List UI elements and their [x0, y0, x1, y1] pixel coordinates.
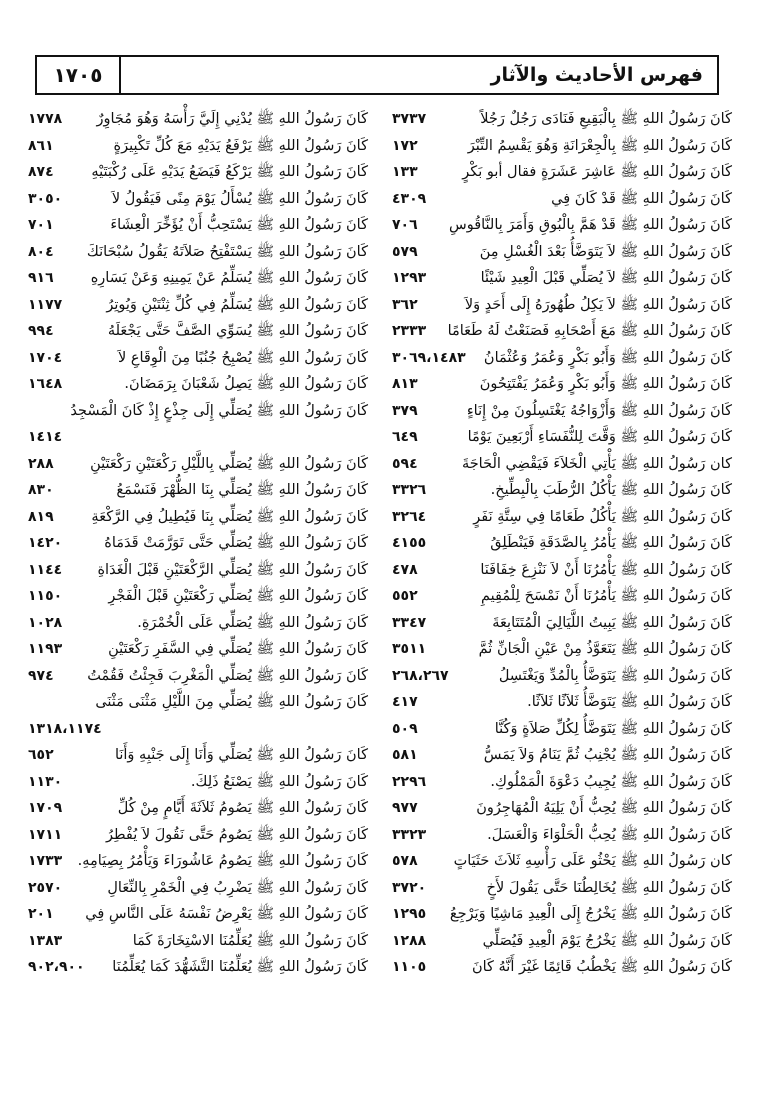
page-number: ١٧٠٥: [37, 57, 121, 93]
index-entry: [392, 716, 732, 743]
entry-text: كَانَ رَسُولُ اللهِ ﷺ يَسْتَحِبُّ أَنْ يُؤَخِّرَ الْعِشَاءَ: [110, 217, 368, 233]
entry-text: كَانَ رَسُولُ اللهِ ﷺ وَقَّتَ لِلنُّفَسَاءِ أَرْبَعِينَ يَوْمًا: [467, 429, 732, 445]
entry-reference-number: ٧٠٦: [392, 217, 418, 233]
entry-text: كَانَ رَسُولُ اللهِ ﷺ يُصَلِّي إِلَى جِذْعٍ إِذْ كَانَ الْمَسْجِدُ: [70, 402, 368, 419]
entry-reference-number: ٢٢٩٦: [392, 773, 427, 790]
index-entry: [28, 822, 368, 849]
index-entry: [392, 742, 732, 769]
index-entry: [392, 610, 732, 637]
index-entry: [28, 504, 368, 531]
entry-reference-number: ٥٨١: [392, 747, 418, 763]
entry-reference-number: ٥٠٩: [392, 720, 418, 737]
index-entry: [28, 371, 368, 398]
entry-text: كَانَ رَسُولُ اللهِ ﷺ يَخْطُبُ قَائِمًا غَيْرَ أَنَّهُ كَانَ: [471, 959, 732, 975]
entry-reference-number: ٨١٩: [28, 508, 54, 525]
index-entry: [392, 371, 732, 398]
index-entry: [392, 318, 732, 345]
page-title: فهرس الأحاديث والآثار: [490, 64, 703, 86]
index-entry: [28, 769, 368, 796]
entry-text: كَانَ رَسُولُ اللهِ ﷺ وَأَبُو بَكْرٍ وَعُمَرُ يَفْتَتِحُونَ: [479, 376, 732, 392]
entry-reference-number: ٣٣٢٦: [392, 482, 427, 498]
index-entry: [392, 186, 732, 213]
entry-text: كَانَ رَسُولُ اللهِ ﷺ يَأْكُلُ طَعَامًا فِي سِتَّةِ نَفَرٍ: [473, 508, 732, 525]
entry-text: كَانَ رَسُولُ اللهِ ﷺ يُصَلِّي عَلَى الْخُمْرَةِ.: [137, 614, 368, 631]
index-entry: [392, 477, 732, 504]
entry-reference-number: ٢٠١: [28, 906, 54, 922]
entry-reference-number: ٥٥٢: [392, 588, 418, 604]
index-entry: [28, 265, 368, 292]
entry-reference-number: ٢٥٧٠: [28, 879, 63, 896]
entry-text: كَانَ رَسُولُ اللهِ ﷺ يُصَلِّي الْمَغْرِبَ فَجِئْتُ فَقُمْتُ: [87, 667, 368, 684]
index-entry: [392, 689, 732, 716]
entry-text: كَانَ رَسُولُ اللهِ ﷺ يُعَلِّمُنَا الاسْتِخَارَةَ كَمَا: [132, 932, 368, 949]
entry-reference-number: ١٣٨٣: [28, 932, 63, 949]
index-entry: [28, 742, 368, 769]
entry-text: كَانَ رَسُولُ اللهِ ﷺ يَصُومُ عَاشُورَاءَ وَيَأْمُرُ بِصِيَامِهِ.: [77, 853, 368, 869]
entry-reference-number: ٤٣٠٩: [392, 190, 427, 207]
entry-text: كَانَ رَسُولُ اللهِ ﷺ يُخَالِطُنَا حَتَّى يَقُولَ لأَخٍ: [486, 879, 732, 896]
entry-text: كَانَ رَسُولُ اللهِ ﷺ يَخْرُجُ يَوْمَ الْعِيدِ فَيُصَلِّي: [482, 932, 732, 949]
index-column-right: [392, 106, 732, 981]
entry-reference-number: ١٠٢٨: [28, 614, 63, 631]
index-entry: [392, 636, 732, 663]
entry-text: كَانَ رَسُولُ اللهِ ﷺ يَصْنَعُ ذَلِكَ.: [190, 773, 368, 790]
entry-text: كَانَ رَسُولُ اللهِ ﷺ يُصَلِّي رَكْعَتَيْنِ قَبْلَ الْفَجْرِ: [108, 588, 368, 604]
entry-text: كَانَ رَسُولُ اللهِ ﷺ يُجِيبُ دَعْوَةَ الْمَمْلُوكِ.: [490, 773, 732, 790]
index-entry: [28, 239, 368, 266]
entry-reference-number: ١٣١٨،١١٧٤: [28, 720, 102, 737]
entry-reference-number: ٥٧٩: [392, 243, 418, 260]
index-entry: [28, 610, 368, 637]
index-entry: [392, 159, 732, 186]
entry-text: كان رَسُولُ اللهِ ﷺ يَأْتِي الْخَلاَءَ فَيَقْضِي الْحَاجَةَ: [461, 455, 732, 472]
entry-reference-number: ٣٣٢٣: [392, 826, 427, 843]
entry-reference-number: ٣٣٤٧: [392, 614, 427, 631]
entry-reference-number: ٨١٣: [392, 376, 418, 392]
entry-reference-number: ٣٧٩: [392, 402, 418, 419]
entry-text: كَانَ رَسُولُ اللهِ ﷺ يُسَوِّي الصَّفَّ حَتَّى يَجْعَلَهُ: [107, 323, 368, 339]
entry-text: كَانَ رَسُولُ اللهِ ﷺ لاَ يَتَوَضَّأُ بَعْدَ الْغُسْلِ مِنَ: [479, 243, 732, 260]
index-entry: [392, 663, 732, 690]
entry-text: كَانَ رَسُولُ اللهِ ﷺ يَخْرُجُ إِلَى الْعِيدِ مَاشِيًا وَيَرْجِعُ: [449, 906, 732, 922]
index-entry: [28, 557, 368, 584]
entry-reference-number: ١١٥٠: [28, 588, 63, 604]
entry-reference-number: ٥٧٨: [392, 853, 418, 869]
entry-text: كَانَ رَسُولُ اللهِ ﷺ يَعْرِضُ نَفْسَهُ عَلَى النَّاسِ فِي: [85, 906, 368, 922]
entry-reference-number: ٣٠٦٩،١٤٨٣: [392, 349, 466, 366]
entry-reference-number: ٨٦١: [28, 137, 54, 154]
index-entry: [28, 318, 368, 345]
entry-text: كَانَ رَسُولُ اللهِ ﷺ يَأْمُرُ بِالصَّدَقَةِ فَيَنْطَلِقُ: [490, 535, 732, 551]
entry-reference-number: ٨٣٠: [28, 482, 54, 498]
index-entry: [28, 292, 368, 319]
entry-reference-number: ٩٧٤: [28, 667, 54, 684]
entry-reference-number: ٥٩٤: [392, 455, 418, 472]
entry-reference-number: ١٧٣٣: [28, 853, 63, 869]
entry-reference-number: ٣٥١١: [392, 641, 427, 657]
entry-text: كَانَ رَسُولُ اللهِ ﷺ يَبِيتُ اللَّيَالِيَ الْمُتَتَابِعَةَ: [492, 614, 732, 631]
entry-reference-number: ٤٧٨: [392, 561, 418, 578]
index-entry: [392, 769, 732, 796]
entry-reference-number: ٢٨٨: [28, 455, 54, 472]
entry-reference-number: ٤١٧: [392, 694, 418, 710]
entry-text: كَانَ رَسُولُ اللهِ ﷺ يُحِبُّ أَنْ يَلِيَهُ الْمُهَاجِرُونَ: [476, 800, 732, 816]
entry-text: كَانَ رَسُولُ اللهِ ﷺ لاَ يَكِلُ طُهُورَهُ إِلَى أَحَدٍ وَلاَ: [464, 296, 732, 313]
index-entry: [28, 345, 368, 372]
entry-reference-number: ١٢٩٣: [392, 270, 427, 286]
index-entry: [392, 424, 732, 451]
index-entry: [392, 106, 732, 133]
index-entry: [392, 875, 732, 902]
entry-reference-number: ٧٠١: [28, 217, 54, 233]
entry-text: كَانَ رَسُولُ اللهِ ﷺ عَاشِرَ عَشَرَةٍ فقال أبو بَكْرٍ: [462, 164, 732, 180]
entry-text: كَانَ رَسُولُ اللهِ ﷺ يُحِبُّ الْحَلْوَاءَ وَالْعَسَلَ.: [487, 826, 732, 843]
entry-reference-number: ٨٧٤: [28, 164, 54, 180]
index-entry: [28, 398, 368, 425]
entry-text: كَانَ رَسُولُ اللهِ ﷺ يَصُومُ حَتَّى نَقُولَ لاَ يُفْطِرُ: [106, 826, 368, 843]
index-entry: [28, 159, 368, 186]
entry-text: كَانَ رَسُولُ اللهِ ﷺ يُصَلِّي حَتَّى تَوَرَّمَتْ قَدَمَاهُ: [104, 535, 368, 551]
entry-text: كَانَ رَسُولُ اللهِ ﷺ يَصِلُ شَعْبَانَ بِرَمَضَانَ.: [124, 376, 368, 392]
entry-text: كَانَ رَسُولُ اللهِ ﷺ يَأْكُلُ الرُّطَبَ بِالْبِطِّيخِ.: [490, 482, 732, 498]
entry-text: كَانَ رَسُولُ اللهِ ﷺ يُصَلِّي وَأَنَا إِلَى جَنْبِهِ وَأَنَا: [114, 747, 368, 763]
entry-reference-number: ٩١٦: [28, 270, 54, 286]
index-entry: [28, 133, 368, 160]
index-entry: [392, 901, 732, 928]
entry-text: كَانَ رَسُولُ اللهِ ﷺ مَعَ أَصْحَابِهِ فَصَنَعْتُ لَهُ طَعَامًا: [447, 323, 732, 339]
entry-text: كَانَ رَسُولُ اللهِ ﷺ يَرْفَعُ يَدَيْهِ مَعَ كُلِّ تَكْبِيرَةٍ: [113, 137, 368, 154]
entry-text: كَانَ رَسُولُ اللهِ ﷺ بِالْبَقِيعِ فَنَادَى رَجُلٌ رَجُلاً: [480, 111, 732, 127]
entry-text: كَانَ رَسُولُ اللهِ ﷺ يُصْبِحُ جُنُبًا مِنَ الْوِقَاعِ لاَ: [117, 349, 368, 366]
entry-text: كَانَ رَسُولُ اللهِ ﷺ يُصَلِّي فِي السَّفَرِ رَكْعَتَيْنِ: [108, 641, 368, 657]
entry-text: كَانَ رَسُولُ اللهِ ﷺ يُصَلِّي الرَّكْعَتَيْنِ قَبْلَ الْغَدَاةِ: [97, 561, 368, 578]
entry-reference-number: ٣٧٢٠: [392, 879, 427, 896]
entry-text: كَانَ رَسُولُ اللهِ ﷺ يُصَلِّي بِنَا الظُّهْرَ فَنَسْمَعُ: [116, 482, 368, 498]
index-entry: [28, 583, 368, 610]
index-entry: [392, 292, 732, 319]
index-entry: [392, 133, 732, 160]
entry-reference-number: ١٤١٤: [28, 429, 63, 445]
entry-text: كَانَ رَسُولُ اللهِ ﷺ يُصَلِّي بِاللَّيْلِ رَكْعَتَيْنِ رَكْعَتَيْنِ: [90, 455, 368, 472]
index-entry: [392, 557, 732, 584]
entry-text: كَانَ رَسُولُ اللهِ ﷺ يُسَلِّمُ عَنْ يَمِينِهِ وَعَنْ يَسَارِهِ: [90, 270, 368, 286]
index-entry: [392, 530, 732, 557]
entry-reference-number: ٢٦٨،٢٦٧: [392, 667, 449, 684]
entry-reference-number: ٨٠٤: [28, 243, 54, 260]
entry-reference-number: ٣٦٢: [392, 296, 418, 313]
entry-text: كَانَ رَسُولُ اللهِ ﷺ يُدْنِي إِلَيَّ رَأْسَهُ وَهُوَ مُجَاوِرٌ: [96, 111, 368, 127]
entry-text: كَانَ رَسُولُ اللهِ ﷺ قَدْ كَانَ فِي: [551, 190, 732, 207]
index-entry: [28, 928, 368, 955]
index-entry: [28, 424, 368, 451]
entry-text: كَانَ رَسُولُ اللهِ ﷺ يَضْرِبُ فِي الْخَمْرِ بِالنِّعَالِ: [107, 879, 368, 896]
index-entry: [392, 398, 732, 425]
entry-text: كَانَ رَسُولُ اللهِ ﷺ يَتَعَوَّذُ مِنْ عَيْنِ الْجَانِّ ثُمَّ: [478, 641, 732, 657]
entry-text: كَانَ رَسُولُ اللهِ ﷺ يُصَلِّي بِنَا فَيُطِيلُ فِي الرَّكْعَةِ: [91, 508, 368, 525]
index-entry: [392, 583, 732, 610]
entry-text: كَانَ رَسُولُ اللهِ ﷺ يُجْنِبُ ثُمَّ يَنَامُ وَلاَ يَمَسُّ: [483, 747, 732, 763]
index-entry: [28, 875, 368, 902]
entry-reference-number: ١٣٣: [392, 164, 418, 180]
entry-text: كَانَ رَسُولُ اللهِ ﷺ يُسْأَلُ يَوْمَ مِنًى فَيَقُولُ لاَ: [111, 190, 368, 207]
index-entry: [392, 848, 732, 875]
entry-reference-number: ٢٣٣٣: [392, 323, 427, 339]
entry-text: كَانَ رَسُولُ اللهِ ﷺ يُصَلِّي مِنَ اللَّيْلِ مَثْنَى مَثْنَى: [95, 694, 368, 710]
entry-text: كَانَ رَسُولُ اللهِ ﷺ لاَ يُصَلِّي قَبْلَ الْعِيدِ شَيْئًا: [480, 270, 732, 286]
entry-reference-number: ١١٧٧: [28, 296, 63, 313]
index-entry: [28, 212, 368, 239]
entry-reference-number: ١١٣٠: [28, 773, 63, 790]
entry-reference-number: ١٦٤٨: [28, 376, 63, 392]
entry-text: كَانَ رَسُولُ اللهِ ﷺ يَأْمُرُنَا أَنْ نَمْسَحَ لِلْمُقِيمِ: [481, 588, 732, 604]
index-entry: [28, 954, 368, 981]
entry-reference-number: ١٧٧٨: [28, 111, 63, 127]
entry-text: كان رَسُولُ اللهِ ﷺ يَحْثُو عَلَى رَأْسِهِ ثَلاَثَ حَثَيَاتٍ: [453, 853, 732, 869]
page-header: [35, 55, 719, 95]
index-entry: [392, 239, 732, 266]
entry-text: كَانَ رَسُولُ اللهِ ﷺ يَتَوَضَّأُ لِكُلِّ صَلاَةٍ وَكُنَّا: [494, 720, 732, 737]
entry-text: كَانَ رَسُولُ اللهِ ﷺ يَأْمُرُنَا أَنْ لاَ نَنْزِعَ خِفَافَنَا: [480, 561, 732, 578]
entry-reference-number: ٩٠٢،٩٠٠: [28, 959, 85, 975]
entry-reference-number: ١٧٠٤: [28, 349, 63, 366]
entry-reference-number: ١٧٠٩: [28, 800, 63, 816]
entry-text: كَانَ رَسُولُ اللهِ ﷺ يُعَلِّمُنَا التَّشَهُّدَ كَمَا يُعَلِّمُنَا: [112, 959, 368, 975]
entry-reference-number: ١٤٢٠: [28, 535, 63, 551]
index-entry: [28, 848, 368, 875]
index-entry: [28, 901, 368, 928]
entry-reference-number: ١٢٨٨: [392, 932, 427, 949]
index-entry: [28, 636, 368, 663]
entry-reference-number: ٩٩٤: [28, 323, 54, 339]
entry-reference-number: ٦٤٩: [392, 429, 418, 445]
entry-reference-number: ١٧٢: [392, 137, 418, 154]
entry-reference-number: ١١٩٣: [28, 641, 63, 657]
entry-reference-number: ٣٢٦٤: [392, 508, 427, 525]
index-entry: [392, 954, 732, 981]
entry-text: كَانَ رَسُولُ اللهِ ﷺ يَتَوَضَّأُ بِالْمُدِّ وَيَغْتَسِلُ: [498, 667, 732, 684]
index-entry: [28, 186, 368, 213]
entry-text: كَانَ رَسُولُ اللهِ ﷺ يَتَوَضَّأُ ثَلاَثًا ثَلاَثًا.: [527, 694, 732, 710]
entry-text: كَانَ رَسُولُ اللهِ ﷺ بِالْجِعْرَانَةِ وَهُوَ يَقْسِمُ التِّبْرَ: [467, 137, 732, 154]
index-column-left: [28, 106, 368, 981]
entry-reference-number: ١٧١١: [28, 826, 63, 843]
index-entry: [392, 451, 732, 478]
index-entry: [392, 504, 732, 531]
entry-reference-number: ٣٧٣٧: [392, 111, 427, 127]
entry-text: كَانَ رَسُولُ اللهِ ﷺ يُسَلِّمُ فِي كُلِّ ثِنْتَيْنِ وَيُوتِرُ: [106, 296, 368, 313]
entry-text: كَانَ رَسُولُ اللهِ ﷺ وَأَبُو بَكْرٍ وَعُمَرُ وَعُثْمَانُ: [483, 349, 732, 366]
index-entry: [392, 212, 732, 239]
index-entry: [392, 345, 732, 372]
entry-reference-number: ١١٠٥: [392, 959, 427, 975]
index-entry: [28, 477, 368, 504]
entry-reference-number: ١٢٩٥: [392, 906, 427, 922]
index-entry: [392, 928, 732, 955]
entry-reference-number: ٣٠٥٠: [28, 190, 63, 207]
entry-reference-number: ٤١٥٥: [392, 535, 427, 551]
entry-text: كَانَ رَسُولُ اللهِ ﷺ قَدْ هَمَّ بِالْبُوقِ وَأَمَرَ بِالنَّاقُوسِ: [449, 217, 732, 233]
entry-reference-number: ٩٧٧: [392, 800, 418, 816]
index-entry: [28, 106, 368, 133]
index-entry: [392, 265, 732, 292]
index-entry: [28, 689, 368, 716]
entry-reference-number: ٦٥٢: [28, 747, 54, 763]
index-entry: [28, 716, 368, 743]
entry-reference-number: ١١٤٤: [28, 561, 63, 578]
index-entry: [28, 451, 368, 478]
entry-text: كَانَ رَسُولُ اللهِ ﷺ يَصُومُ ثَلاَثَةَ أَيَّامٍ مِنْ كُلِّ: [117, 800, 368, 816]
entry-text: كَانَ رَسُولُ اللهِ ﷺ يَرْكَعُ فَيَضَعُ يَدَيْهِ عَلَى رُكْبَتَيْهِ: [91, 164, 368, 180]
index-entry: [392, 822, 732, 849]
entry-text: كَانَ رَسُولُ اللهِ ﷺ وَأَزْوَاجُهُ يَغْتَسِلُونَ مِنْ إِنَاءٍ: [466, 402, 732, 419]
entry-text: كَانَ رَسُولُ اللهِ ﷺ يَسْتَفْتِحُ صَلاَتَهُ يَقُولُ سُبْحَانَكَ: [86, 243, 368, 260]
index-entry: [28, 530, 368, 557]
index-entry: [392, 795, 732, 822]
index-entry: [28, 663, 368, 690]
index-entry: [28, 795, 368, 822]
